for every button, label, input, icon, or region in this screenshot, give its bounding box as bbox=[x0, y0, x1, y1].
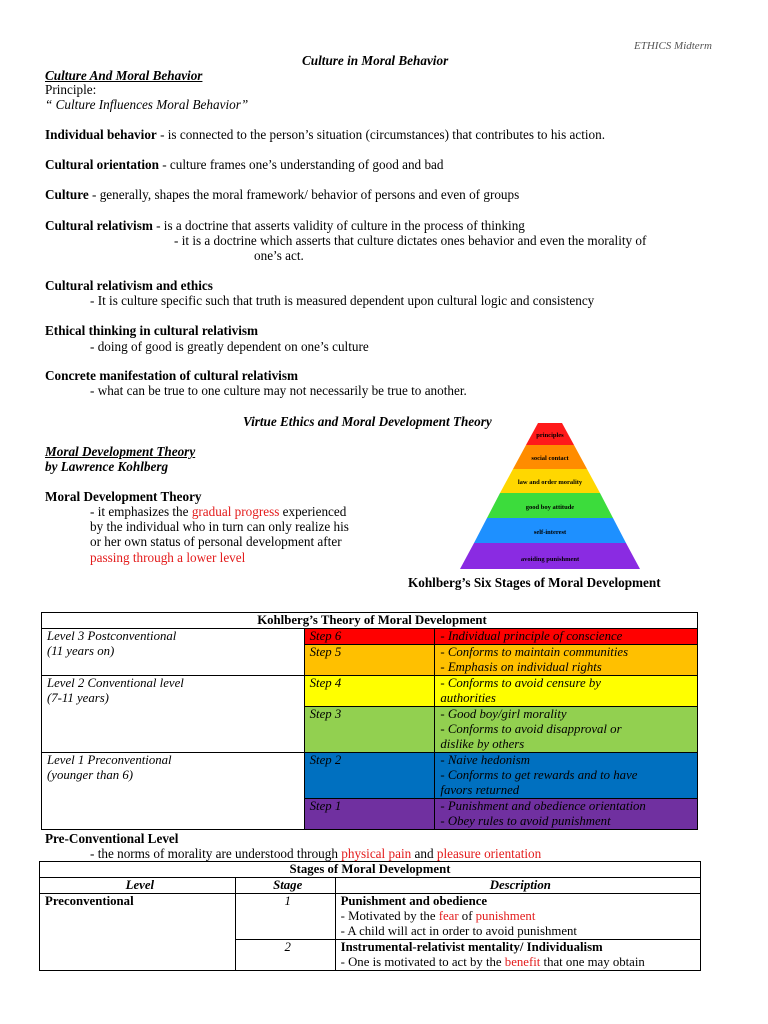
preconv-part: - the norms of morality are understood through bbox=[90, 846, 342, 861]
pyramid-caption: Kohlberg’s Six Stages of Moral Development bbox=[408, 575, 661, 590]
desc-line: authorities bbox=[440, 691, 496, 705]
desc-line: - Conforms to avoid censure by bbox=[440, 676, 601, 690]
mdt-heading: Moral Development Theory bbox=[45, 444, 196, 459]
definition-culture bbox=[45, 187, 519, 202]
desc-line: - Good boy/girl morality bbox=[440, 707, 567, 721]
preconv-part: and bbox=[411, 846, 437, 861]
definition-term: Culture bbox=[45, 187, 89, 202]
stage-number: 1 bbox=[235, 894, 335, 940]
desc-line: - Conforms to maintain communities bbox=[440, 645, 629, 659]
level-age: (11 years on) bbox=[47, 644, 115, 658]
desc-line: - Obey rules to avoid punishment bbox=[440, 814, 611, 828]
level-age: (7-11 years) bbox=[47, 691, 109, 705]
level-age: (younger than 6) bbox=[47, 768, 134, 782]
stage-highlight: punishment bbox=[475, 909, 536, 923]
stages-table-caption: Stages of Moral Development bbox=[40, 862, 701, 878]
concrete-text: - what can be true to one culture may not necessarily be true to another. bbox=[90, 383, 467, 398]
preconv-highlight: pleasure orientation bbox=[436, 846, 542, 861]
preconv-text bbox=[90, 846, 541, 861]
step-cell-5: Step 5 bbox=[304, 645, 435, 676]
kohlberg-theory-table bbox=[41, 612, 698, 830]
desc-line: - Conforms to get rewards and to have bbox=[440, 768, 638, 782]
step-cell-4: Step 4 bbox=[304, 676, 435, 707]
section2-title: Virtue Ethics and Moral Development Theory bbox=[243, 414, 492, 429]
level-name: Level 1 Preconventional bbox=[47, 753, 172, 767]
col-header-stage: Stage bbox=[235, 878, 335, 894]
step-cell-1: Step 1 bbox=[304, 799, 435, 830]
step-cell-3: Step 3 bbox=[304, 707, 435, 753]
col-header-description: Description bbox=[335, 878, 700, 894]
stage-text: - One is motivated to act by the bbox=[340, 955, 505, 969]
pyramid-label-4: good boy attitude bbox=[525, 504, 575, 511]
ethical-thinking-heading: Ethical thinking in cultural relativism bbox=[45, 323, 258, 338]
level-cell-1 bbox=[42, 753, 305, 830]
table-title: Kohlberg’s Theory of Moral Development bbox=[42, 613, 698, 629]
pyramid-label-3: law and order morality bbox=[517, 479, 583, 486]
stage-text: that one may obtain bbox=[540, 955, 645, 969]
stage-title: Instrumental-relativist mentality/ Individualism bbox=[340, 940, 603, 954]
definition-term: Cultural relativism bbox=[45, 218, 153, 233]
mdt-line-3: or her own status of personal development after bbox=[90, 534, 342, 549]
definition-individual-behavior bbox=[45, 127, 605, 142]
col-header-level: Level bbox=[40, 878, 236, 894]
preconv-heading: Pre-Conventional Level bbox=[45, 831, 179, 846]
stage-line bbox=[341, 909, 700, 924]
step-cell-2: Step 2 bbox=[304, 753, 435, 799]
concrete-heading: Concrete manifestation of cultural relativism bbox=[45, 368, 298, 383]
relativism-line-2: - it is a doctrine which asserts that culture dictates ones behavior and even the morality of bbox=[174, 233, 647, 248]
stage-number: 2 bbox=[235, 940, 335, 971]
stage-highlight: benefit bbox=[504, 955, 541, 969]
stages-table bbox=[39, 861, 701, 971]
pyramid-label-1: principles bbox=[536, 432, 564, 439]
level-name: Level 2 Conventional level bbox=[47, 676, 184, 690]
step-cell-6: Step 6 bbox=[304, 629, 435, 645]
mdt-line-4: passing through a lower level bbox=[90, 550, 246, 565]
step-desc-5 bbox=[435, 645, 698, 676]
section-heading: Culture And Moral Behavior bbox=[45, 68, 203, 83]
principle-label: Principle: bbox=[45, 82, 97, 97]
stage-description bbox=[335, 894, 700, 940]
relativism-ethics-text: - It is culture specific such that truth is measured dependent upon cultural logic and consistency bbox=[90, 293, 595, 308]
mdt-line-2: by the individual who in turn can only realize his bbox=[90, 519, 349, 534]
definition-term: Cultural orientation bbox=[45, 157, 159, 172]
stage-description bbox=[335, 940, 700, 971]
stage-line: - A child will act in order to avoid punishment bbox=[340, 924, 577, 938]
desc-line: - Emphasis on individual rights bbox=[440, 660, 602, 674]
desc-line: dislike by others bbox=[440, 737, 525, 751]
mdt-text: experienced bbox=[279, 504, 347, 519]
level-cell-2 bbox=[42, 676, 305, 753]
definition-cultural-orientation bbox=[45, 157, 444, 172]
mdt-highlight: gradual progress bbox=[191, 504, 280, 519]
desc-line: - Conforms to avoid disapproval or bbox=[440, 722, 622, 736]
header-note: ETHICS Midterm bbox=[634, 40, 712, 52]
definition-text: - is a doctrine that asserts validity of culture in the process of thinking bbox=[152, 218, 525, 233]
stage-text: of bbox=[458, 909, 476, 923]
definition-cultural-relativism bbox=[45, 218, 525, 233]
relativism-ethics-heading: Cultural relativism and ethics bbox=[45, 278, 213, 293]
level-name: Level 3 Postconventional bbox=[47, 629, 177, 643]
desc-line: - Punishment and obedience orientation bbox=[440, 799, 646, 813]
preconv-highlight: physical pain bbox=[341, 846, 412, 861]
definition-term: Individual behavior bbox=[45, 127, 157, 142]
principle-quote: “ Culture Influences Moral Behavior” bbox=[45, 97, 249, 112]
stage-highlight: fear bbox=[438, 909, 459, 923]
kohlberg-pyramid bbox=[456, 423, 644, 571]
desc-line: favors returned bbox=[440, 783, 520, 797]
definition-text: - is connected to the person’s situation (circumstances) that contributes to his action. bbox=[156, 127, 606, 142]
ethical-thinking-text: - doing of good is greatly dependent on one’s culture bbox=[90, 339, 369, 354]
step-desc-6 bbox=[435, 629, 698, 645]
stage-text: - Motivated by the bbox=[340, 909, 439, 923]
level-cell-3 bbox=[42, 629, 305, 676]
step-desc-4 bbox=[435, 676, 698, 707]
step-desc-1 bbox=[435, 799, 698, 830]
level-preconventional: Preconventional bbox=[40, 894, 236, 971]
step-desc-2 bbox=[435, 753, 698, 799]
step-desc-3 bbox=[435, 707, 698, 753]
pyramid-label-5: self-interest bbox=[533, 529, 567, 536]
mdt-line-1 bbox=[90, 504, 346, 519]
mdt-subheading: Moral Development Theory bbox=[45, 489, 202, 504]
page-title: Culture in Moral Behavior bbox=[302, 53, 449, 68]
desc-line: - Naive hedonism bbox=[440, 753, 530, 767]
desc-line: - Individual principle of conscience bbox=[440, 629, 623, 643]
relativism-line-3: one’s act. bbox=[254, 248, 304, 263]
mdt-author: by Lawrence Kohlberg bbox=[45, 459, 169, 474]
stage-title: Punishment and obedience bbox=[340, 894, 488, 908]
definition-text: - culture frames one’s understanding of good and bad bbox=[158, 157, 444, 172]
pyramid-label-2: social contact bbox=[531, 455, 569, 462]
pyramid-label-6: avoiding punishment bbox=[520, 556, 580, 563]
mdt-text: - it emphasizes the bbox=[90, 504, 192, 519]
definition-text: - generally, shapes the moral framework/ behavior of persons and even of groups bbox=[88, 187, 520, 202]
stage-line bbox=[341, 955, 700, 970]
